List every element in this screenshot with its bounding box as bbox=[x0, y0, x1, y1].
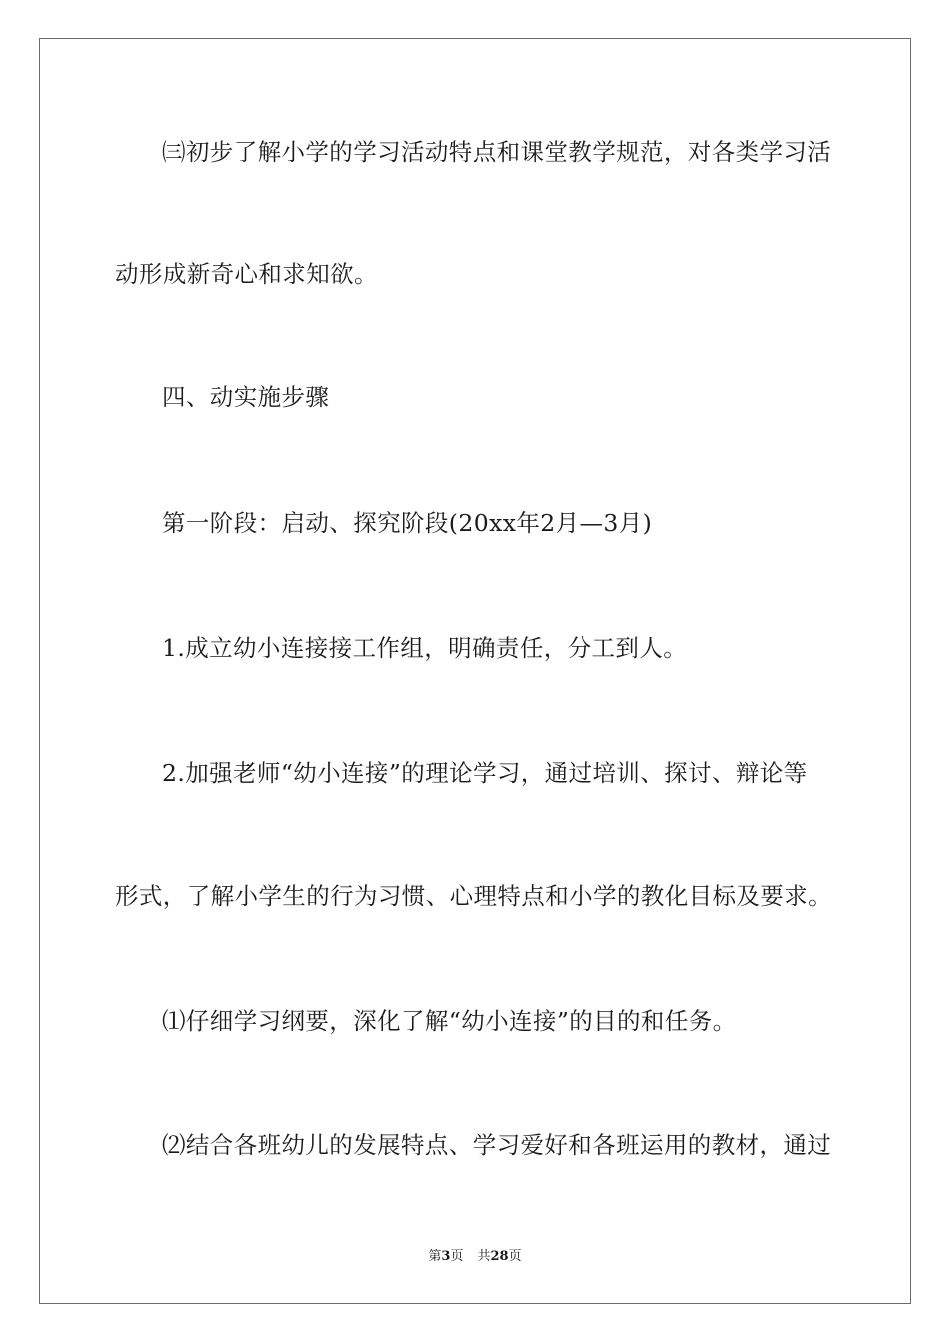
footer-page-suffix: 页 bbox=[450, 1249, 464, 1264]
section-heading: 四、动实施步骤 bbox=[162, 383, 330, 411]
paragraph-line: ⑴仔细学习纲要，深化了解“幼小连接”的目的和任务。 bbox=[162, 1007, 737, 1035]
paragraph-line: ㈢初步了解小学的学习活动特点和课堂教学规范，对各类学习活 bbox=[162, 138, 832, 166]
paragraph-line: 1.成立幼小连接接工作组，明确责任，分工到人。 bbox=[162, 634, 688, 662]
footer-total-suffix: 页 bbox=[508, 1249, 522, 1264]
page-footer bbox=[0, 1249, 950, 1265]
paragraph-line: 2.加强老师“幼小连接”的理论学习，通过培训、探讨、辩论等 bbox=[162, 759, 808, 787]
footer-page-number: 3 bbox=[441, 1249, 451, 1264]
paragraph-line: ⑵结合各班幼儿的发展特点、学习爱好和各班运用的教材，通过 bbox=[162, 1131, 832, 1159]
page-border bbox=[39, 38, 911, 1304]
footer-total-prefix: 共 bbox=[477, 1249, 491, 1264]
stage-heading: 第一阶段：启动、探究阶段(20xx年2月—3月) bbox=[162, 509, 653, 537]
footer-page-total: 28 bbox=[490, 1249, 509, 1264]
footer-page-prefix: 第 bbox=[428, 1249, 442, 1264]
paragraph-line: 形式，了解小学生的行为习惯、心理特点和小学的教化目标及要求。 bbox=[115, 882, 832, 910]
paragraph-line: 动形成新奇心和求知欲。 bbox=[115, 260, 378, 288]
